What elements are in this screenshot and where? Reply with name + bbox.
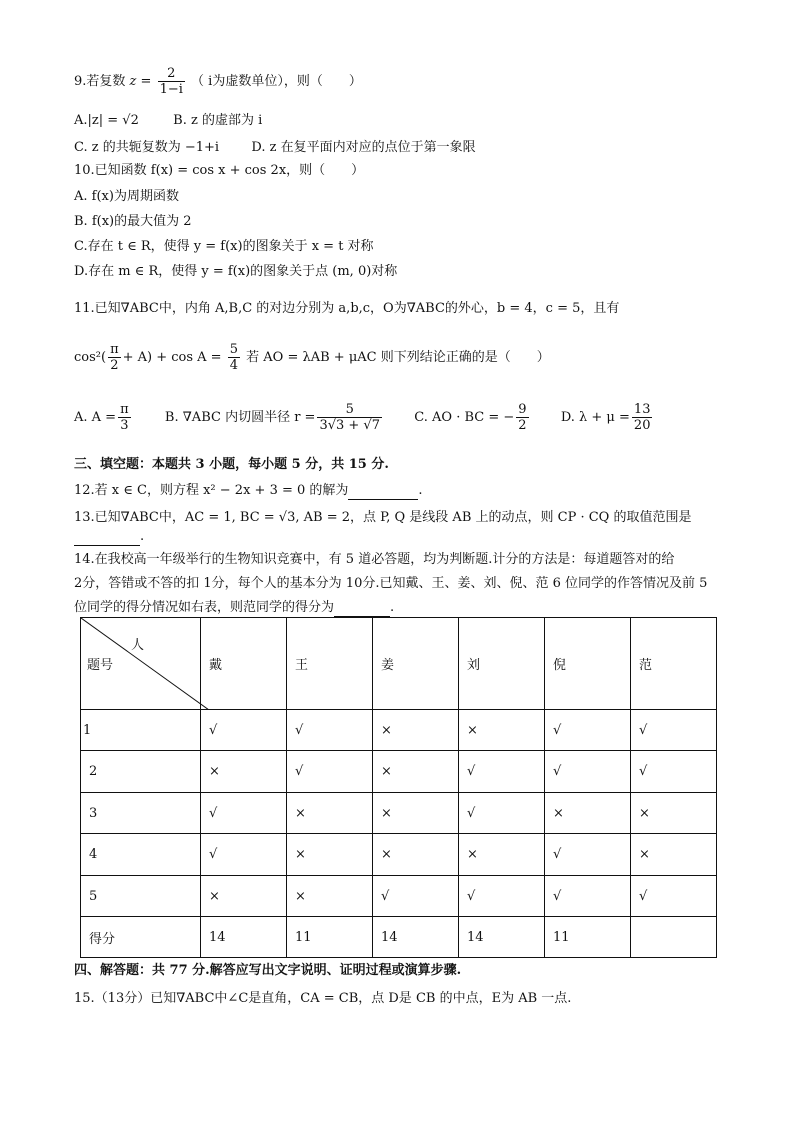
table-cell-mark: ×	[545, 793, 631, 834]
table-cell-mark: √	[373, 876, 459, 917]
table-cell-mark: ×	[201, 751, 287, 793]
table-row-qno: 4	[81, 834, 201, 876]
table-header-name: 戴	[201, 618, 287, 710]
q11-stem: 11.已知∇ABC中，内角 A,B,C 的对边分别为 a,b,c，O为∇ABC的外心，b = 4，c = 5，且有	[74, 301, 620, 316]
table-row	[81, 793, 717, 834]
table-row-qno: 1	[81, 710, 201, 751]
score-cell: 11	[287, 917, 373, 958]
table-cell-mark: ×	[373, 751, 459, 793]
table-diagonal-header	[81, 618, 201, 710]
table-row-qno: 5	[81, 876, 201, 917]
table-cell-mark: √	[545, 876, 631, 917]
score-cell: 11	[545, 917, 631, 958]
table-row	[81, 876, 717, 917]
q10-stem: 10.已知函数 f(x) = cos x + cos 2x，则（ ）	[74, 163, 365, 178]
table-header-row	[81, 618, 717, 710]
table-cell-mark: √	[201, 793, 287, 834]
table-cell-mark: ×	[459, 834, 545, 876]
q14-line-2: 2分，答错或不答的扣 1分，每个人的基本分为 10分.已知戴、王、姜、刘、倪、范 6 位同学的作答情况及前 5	[74, 576, 708, 591]
q13-stem: 13.已知∇ABC中，AC = 1, BC = √3, AB = 2，点 P, Q 是线段 AB 上的动点，则 CP · CQ 的取值范围是	[74, 510, 692, 525]
table-score-row	[81, 917, 717, 958]
table-row	[81, 834, 717, 876]
table-cell-mark: ×	[287, 876, 373, 917]
q9-option-a: A.	[74, 113, 88, 128]
header-question-no: 题号	[87, 658, 114, 673]
q15-stem: 15.（13分）已知∇ABC中∠C是直角，CA = CB，点 D是 CB 的中点，E为 AB 一点.	[74, 991, 572, 1006]
table-cell-mark: ×	[373, 793, 459, 834]
table-cell-mark: √	[459, 751, 545, 793]
table-header-name: 刘	[459, 618, 545, 710]
table-cell-mark: ×	[631, 834, 717, 876]
table-cell-mark: √	[631, 710, 717, 751]
q10-option-b: B. f(x)的最大值为 2	[74, 214, 192, 229]
q9-options-cd	[74, 139, 476, 157]
table-cell-mark: ×	[201, 876, 287, 917]
table-cell-mark: √	[459, 793, 545, 834]
q14-line-3: 位同学的得分情况如右表，则范同学的得分为 .	[74, 600, 395, 615]
table-cell-mark: √	[287, 710, 373, 751]
table-row-qno: 2	[81, 751, 201, 793]
q9-fraction: $\frac{2}{1-i}$	[159, 66, 183, 97]
table-cell-mark: √	[545, 834, 631, 876]
score-cell	[631, 917, 717, 958]
table-cell-mark: ×	[373, 834, 459, 876]
q12-answer-blank	[348, 499, 418, 500]
q14-line-1: 14.在我校高一年级举行的生物知识竞赛中，有 5 道必答题，均为判断题.计分的方法是：每道题答对的给	[74, 552, 675, 567]
q11-options	[74, 402, 654, 433]
table-cell-mark: √	[545, 751, 631, 793]
table-header-name: 姜	[373, 618, 459, 710]
table-cell-mark: ×	[287, 834, 373, 876]
q11-option-a: A. A = $\frac{\pi}{3}$	[74, 402, 129, 433]
q9-option-d: D. z 在复平面内对应的点位于第一象限	[251, 140, 476, 155]
q9-option-c: C. z 的共轭复数为 −1+i	[74, 140, 220, 155]
q10-option-d: D.存在 m ∈ R，使得 y = f(x)的图象关于点 (m, 0)对称	[74, 264, 398, 279]
score-label: 得分	[81, 917, 201, 958]
q10-option-a: A. f(x)为周期函数	[74, 189, 179, 204]
q11-option-b: B. ∇ABC 内切圆半径 r = $\frac{5}{3√3 + √7}$	[164, 402, 380, 433]
table-header-name: 倪	[545, 618, 631, 710]
q11-option-c: C. AO · BC = − $\frac{9}{2}$	[414, 402, 527, 433]
table-row	[81, 710, 717, 751]
header-person: 人	[130, 638, 144, 653]
table-header-name: 王	[287, 618, 373, 710]
table-cell-mark: ×	[373, 710, 459, 751]
table-cell-mark: √	[631, 751, 717, 793]
score-cell: 14	[373, 917, 459, 958]
q9-option-a-expr: |z| = √2	[87, 113, 139, 128]
q9-stem: 9.若复数 z = $\frac{2}{1-i}$ （ i为虚数单位），则（ ）	[74, 66, 362, 97]
table-cell-mark: √	[201, 834, 287, 876]
q12-stem: 12.若 x ∈ C，则方程 x² − 2x + 3 = 0 的解为 .	[74, 483, 423, 498]
table-cell-mark: √	[201, 710, 287, 751]
q11-condition: cos²( $\frac{\pi}{2}$ + A) + cos A = $\frac{5}{4}$ 若 AO = λAB + μAC 则下列结论正确的是（ ）	[74, 342, 550, 373]
q9-option-b: B. z 的虚部为 i	[173, 113, 263, 128]
table-cell-mark: √	[631, 876, 717, 917]
section-3-title: 三、填空题：本题共 3 小题，每小题 5 分，共 15 分.	[74, 457, 389, 472]
table-cell-mark: √	[459, 876, 545, 917]
score-cell: 14	[201, 917, 287, 958]
table-cell-mark: ×	[459, 710, 545, 751]
table-row-qno: 3	[81, 793, 201, 834]
table-cell-mark: √	[545, 710, 631, 751]
q10-option-c: C.存在 t ∈ R，使得 y = f(x)的图象关于 x = t 对称	[74, 239, 374, 254]
score-cell: 14	[459, 917, 545, 958]
q13-answer-blank: .	[74, 528, 144, 546]
table-header-name: 范	[631, 618, 717, 710]
answer-table	[80, 617, 717, 958]
section-4-title: 四、解答题：共 77 分.解答应写出文字说明、证明过程或演算步骤.	[74, 963, 462, 978]
table-cell-mark: ×	[287, 793, 373, 834]
table-row	[81, 751, 717, 793]
q11-option-d: D. λ + μ = $\frac{13}{20}$	[560, 402, 651, 433]
table-cell-mark: ×	[631, 793, 717, 834]
table-cell-mark: √	[287, 751, 373, 793]
q9-options-ab	[74, 112, 262, 130]
